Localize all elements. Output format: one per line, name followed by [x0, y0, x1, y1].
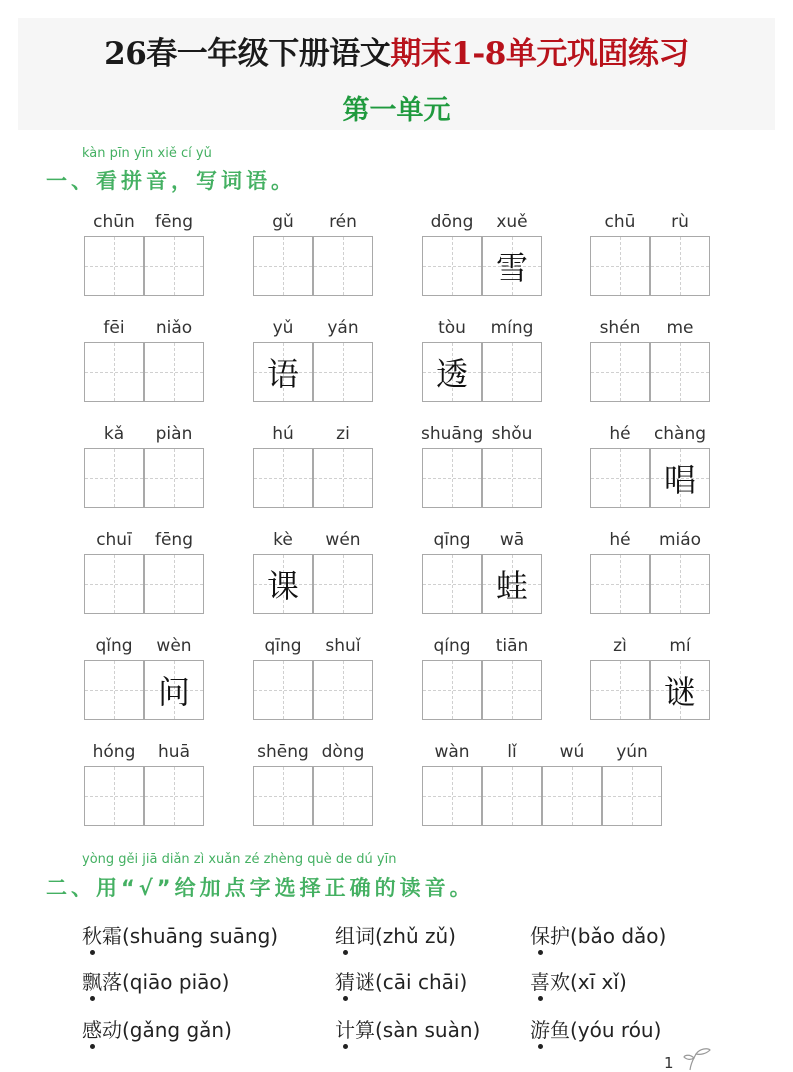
pinyin-label: wèn	[156, 636, 192, 656]
emphasis-dot	[538, 996, 543, 1001]
pronunciation-item[interactable]	[530, 920, 666, 949]
given-character	[423, 661, 481, 719]
given-character	[145, 449, 203, 507]
pinyin-label: me	[666, 318, 694, 338]
given-character	[145, 555, 203, 613]
writing-box[interactable]	[84, 342, 144, 402]
pinyin-label: chuī	[96, 530, 132, 550]
emphasis-dot	[538, 950, 543, 955]
writing-box[interactable]	[313, 766, 373, 826]
emphasis-dot	[90, 996, 95, 1001]
given-character	[85, 767, 143, 825]
given-character: 雪	[495, 249, 528, 287]
given-character	[591, 449, 649, 507]
pinyin-label: wàn	[434, 742, 470, 762]
pinyin-label: mí	[669, 636, 691, 656]
pinyin-label: lǐ	[507, 742, 517, 762]
pinyin-label: gǔ	[272, 212, 294, 232]
given-character	[85, 237, 143, 295]
given-character	[85, 343, 143, 401]
writing-box[interactable]	[422, 554, 482, 614]
pinyin-label: qīng	[433, 530, 471, 550]
writing-box[interactable]	[422, 766, 482, 826]
given-character	[651, 555, 709, 613]
reading-options[interactable]: (shuāng suāng)	[122, 924, 279, 948]
writing-box[interactable]	[84, 660, 144, 720]
given-character	[591, 237, 649, 295]
dotted-word: 计算	[335, 1018, 375, 1042]
pinyin-label: shǒu	[491, 424, 533, 444]
writing-box[interactable]	[313, 342, 373, 402]
pronunciation-item[interactable]	[82, 920, 278, 949]
pinyin-label: yán	[327, 318, 359, 338]
given-character	[651, 237, 709, 295]
emphasis-dot	[90, 1044, 95, 1049]
writing-box[interactable]	[84, 554, 144, 614]
emphasis-dot	[343, 950, 348, 955]
writing-box[interactable]	[482, 660, 542, 720]
writing-box[interactable]	[482, 448, 542, 508]
reading-options[interactable]: (bǎo dǎo)	[570, 924, 667, 948]
pinyin-label: niǎo	[155, 318, 193, 338]
reading-options[interactable]: (qiāo piāo)	[122, 970, 230, 994]
pinyin-label: hóng	[92, 742, 136, 762]
pinyin-label: xuě	[496, 212, 528, 232]
pinyin-label: shēng	[257, 742, 309, 762]
writing-box[interactable]	[542, 766, 602, 826]
given-character: 课	[266, 567, 299, 605]
pronunciation-item[interactable]	[530, 1014, 661, 1043]
pinyin-label: yún	[616, 742, 648, 762]
given-character: 语	[266, 355, 299, 393]
writing-box[interactable]	[253, 766, 313, 826]
given-character	[423, 449, 481, 507]
writing-box[interactable]	[422, 236, 482, 296]
given-character	[423, 555, 481, 613]
pinyin-label: zi	[336, 424, 350, 444]
pinyin-label: shuāng	[421, 424, 484, 444]
writing-box[interactable]	[313, 448, 373, 508]
unit-subtitle: 第一单元	[342, 95, 451, 126]
page-number: 1	[664, 1054, 674, 1072]
pronunciation-item[interactable]	[335, 1014, 480, 1043]
given-character	[651, 343, 709, 401]
pinyin-label: chàng	[653, 424, 707, 444]
writing-box[interactable]	[590, 660, 650, 720]
dotted-word: 飘落	[82, 970, 122, 994]
given-character	[314, 767, 372, 825]
writing-box[interactable]	[602, 766, 662, 826]
reading-options[interactable]: (cāi chāi)	[375, 970, 468, 994]
pinyin-label: shén	[599, 318, 641, 338]
pinyin-label: qǐng	[95, 636, 133, 656]
reading-options[interactable]: (gǎng gǎn)	[122, 1018, 232, 1042]
given-character	[85, 555, 143, 613]
writing-box[interactable]	[313, 554, 373, 614]
writing-box[interactable]	[144, 448, 204, 508]
dotted-word: 保护	[530, 924, 570, 948]
writing-box[interactable]	[482, 342, 542, 402]
writing-box[interactable]	[84, 448, 144, 508]
writing-box[interactable]	[144, 554, 204, 614]
reading-options[interactable]: (sàn suàn)	[375, 1018, 481, 1042]
writing-box[interactable]	[253, 448, 313, 508]
writing-box[interactable]	[650, 660, 710, 720]
reading-options[interactable]: (xī xǐ)	[570, 970, 627, 994]
pinyin-label: miáo	[658, 530, 702, 550]
given-character: 问	[157, 673, 190, 711]
emphasis-dot	[343, 1044, 348, 1049]
given-character: 唱	[663, 461, 696, 499]
reading-options[interactable]: (yóu róu)	[570, 1018, 662, 1042]
pronunciation-item[interactable]	[82, 966, 229, 995]
given-character	[603, 767, 661, 825]
pinyin-label: hé	[609, 530, 631, 550]
pronunciation-item[interactable]	[530, 966, 627, 995]
dotted-word: 组词	[335, 924, 375, 948]
writing-box[interactable]	[650, 448, 710, 508]
pinyin-label: yǔ	[272, 318, 294, 338]
writing-box[interactable]	[590, 236, 650, 296]
given-character	[145, 343, 203, 401]
given-character	[483, 767, 541, 825]
pinyin-label: qīng	[264, 636, 302, 656]
given-character	[543, 767, 601, 825]
pronunciation-item[interactable]	[335, 966, 467, 995]
pinyin-label: wú	[559, 742, 585, 762]
section1-title: 一、看拼音，写词语。	[46, 169, 296, 193]
given-character	[314, 661, 372, 719]
pinyin-label: hú	[272, 424, 294, 444]
writing-box[interactable]	[144, 342, 204, 402]
emphasis-dot	[538, 1044, 543, 1049]
given-character	[483, 661, 541, 719]
pinyin-label: piàn	[155, 424, 193, 444]
given-character: 透	[435, 355, 468, 393]
page-title	[0, 28, 793, 73]
writing-box[interactable]	[590, 554, 650, 614]
writing-box[interactable]	[590, 342, 650, 402]
given-character: 谜	[663, 673, 696, 711]
writing-box[interactable]	[482, 766, 542, 826]
section2-pinyin: yòng gěi jiā diǎn zì xuǎn zé zhèng què de dú yīn	[82, 852, 397, 867]
pinyin-label: qíng	[433, 636, 471, 656]
pinyin-label: fēi	[103, 318, 125, 338]
pinyin-label: fēng	[154, 212, 193, 232]
pinyin-label: rén	[329, 212, 357, 232]
given-character	[483, 343, 541, 401]
given-character	[254, 661, 312, 719]
dotted-word: 喜欢	[530, 970, 570, 994]
given-character	[145, 237, 203, 295]
writing-box[interactable]	[313, 236, 373, 296]
pinyin-label: fēng	[154, 530, 193, 550]
given-character	[423, 237, 481, 295]
writing-box[interactable]	[422, 448, 482, 508]
given-character	[254, 237, 312, 295]
reading-options[interactable]: (zhǔ zǔ)	[375, 924, 456, 948]
given-character	[85, 661, 143, 719]
writing-box[interactable]	[144, 236, 204, 296]
dotted-word: 猜谜	[335, 970, 375, 994]
dotted-word: 游鱼	[530, 1018, 570, 1042]
pinyin-label: kè	[273, 530, 293, 550]
given-character	[314, 449, 372, 507]
given-character	[423, 767, 481, 825]
writing-box[interactable]	[313, 660, 373, 720]
writing-box[interactable]	[253, 342, 313, 402]
section1-pinyin: kàn pīn yīn xiě cí yǔ	[82, 146, 212, 161]
pinyin-label: huā	[158, 742, 190, 762]
title-black-part: 26春一年级下册语文	[104, 36, 391, 72]
section2-title: 二、用“√”给加点字选择正确的读音。	[46, 876, 475, 900]
given-character	[591, 555, 649, 613]
given-character	[314, 343, 372, 401]
pinyin-label: míng	[490, 318, 534, 338]
writing-box[interactable]	[253, 660, 313, 720]
pinyin-label: tiān	[495, 636, 529, 656]
pronunciation-item[interactable]	[82, 1014, 232, 1043]
pinyin-label: rù	[671, 212, 689, 232]
emphasis-dot	[343, 996, 348, 1001]
writing-box[interactable]	[590, 448, 650, 508]
writing-box[interactable]	[650, 554, 710, 614]
given-character	[254, 449, 312, 507]
writing-box[interactable]	[482, 236, 542, 296]
pinyin-label: shuǐ	[325, 636, 361, 656]
given-character	[85, 449, 143, 507]
given-character	[314, 555, 372, 613]
given-character	[483, 449, 541, 507]
title-red-part: 期末1-8单元巩固练习	[390, 36, 689, 72]
given-character	[314, 237, 372, 295]
given-character	[591, 343, 649, 401]
pronunciation-item[interactable]	[335, 920, 456, 949]
writing-box[interactable]	[84, 236, 144, 296]
writing-box[interactable]	[144, 766, 204, 826]
given-character: 蛙	[495, 567, 528, 605]
writing-box[interactable]	[422, 660, 482, 720]
pinyin-label: kǎ	[103, 424, 125, 444]
writing-box[interactable]	[650, 342, 710, 402]
writing-box[interactable]	[253, 236, 313, 296]
pinyin-label: wā	[499, 530, 525, 550]
pinyin-label: hé	[609, 424, 631, 444]
given-character	[254, 767, 312, 825]
writing-box[interactable]	[144, 660, 204, 720]
emphasis-dot	[90, 950, 95, 955]
pinyin-label: chūn	[93, 212, 135, 232]
pinyin-label: wén	[325, 530, 361, 550]
pinyin-label: chū	[604, 212, 636, 232]
pinyin-label: zì	[613, 636, 627, 656]
writing-box[interactable]	[422, 342, 482, 402]
dotted-word: 秋霜	[82, 924, 122, 948]
pinyin-label: dōng	[430, 212, 474, 232]
writing-box[interactable]	[650, 236, 710, 296]
writing-box[interactable]	[84, 766, 144, 826]
writing-box[interactable]	[482, 554, 542, 614]
writing-box[interactable]	[253, 554, 313, 614]
sprout-icon	[682, 1046, 712, 1072]
dotted-word: 感动	[82, 1018, 122, 1042]
given-character	[591, 661, 649, 719]
pinyin-label: tòu	[438, 318, 466, 338]
given-character	[145, 767, 203, 825]
pinyin-label: dòng	[321, 742, 365, 762]
